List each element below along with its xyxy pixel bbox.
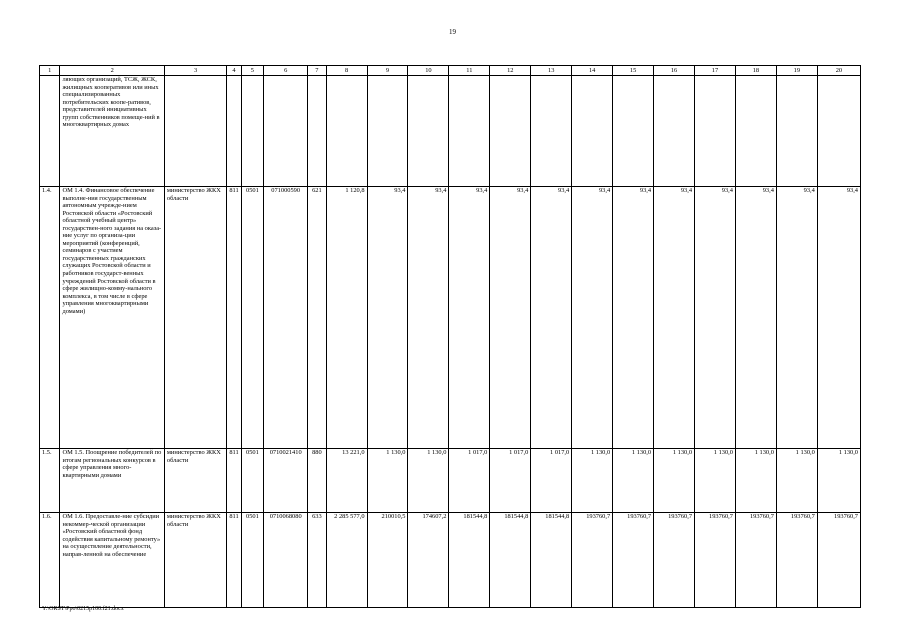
- column-number-16: 16: [654, 66, 695, 76]
- total-amount-cell: 1 120,8: [326, 187, 367, 449]
- year-amount-cell: 93,4: [490, 187, 531, 449]
- year-amount-cell: 1 017,0: [490, 449, 531, 513]
- vr-code-cell: 633: [308, 513, 326, 608]
- table-row-continuation: [40, 76, 861, 187]
- column-number-14: 14: [572, 66, 613, 76]
- measure-name-cell: ОМ 1.6. Предоставле-ние субсидии некоммер-ческой организации «Ростовский областной фонд содействия капитальному ремонту» на осуществление деятельности, направ-ленной на обеспечение: [60, 513, 164, 608]
- column-number-6: 6: [264, 66, 308, 76]
- year-amount-cell: 93,4: [817, 187, 860, 449]
- executor-cell: министерство ЖКХ области: [164, 513, 226, 608]
- year-amount-cell: 93,4: [695, 187, 736, 449]
- year-amount-cell: 93,4: [776, 187, 817, 449]
- year-amount-cell: 181544,8: [490, 513, 531, 608]
- year-amount-cell: 1 130,0: [408, 449, 449, 513]
- column-number-7: 7: [308, 66, 326, 76]
- year-amount-cell: 1 130,0: [695, 449, 736, 513]
- column-number-10: 10: [408, 66, 449, 76]
- year-amount-cell: 193760,7: [654, 513, 695, 608]
- year-amount-cell: 93,4: [613, 187, 654, 449]
- year-amount-cell: 193760,7: [817, 513, 860, 608]
- column-number-2: 2: [60, 66, 164, 76]
- year-amount-cell: 1 017,0: [531, 449, 572, 513]
- year-amount-cell: 93,4: [531, 187, 572, 449]
- measure-name-cell: ляющих организаций, ТСЖ, ЖСК, жилищных кооперативов или иных специализированных потребительских коопе-ративов, представителей инициативных групп собственников помеще-ний в многоквартирных домах: [60, 76, 164, 187]
- budget-table: [39, 65, 861, 608]
- executor-cell: министерство ЖКХ области: [164, 449, 226, 513]
- year-amount-cell: 193760,7: [776, 513, 817, 608]
- rzpr-code-cell: 0501: [241, 513, 264, 608]
- column-number-18: 18: [735, 66, 776, 76]
- column-number-12: 12: [490, 66, 531, 76]
- column-number-19: 19: [776, 66, 817, 76]
- year-amount-cell: 1 130,0: [613, 449, 654, 513]
- year-amount-cell: 1 130,0: [572, 449, 613, 513]
- row-number-cell: 1.4.: [40, 187, 60, 449]
- row-number-cell: 1.6.: [40, 513, 60, 608]
- year-amount-cell: 1 017,0: [449, 449, 490, 513]
- table-row: [40, 449, 861, 513]
- column-number-17: 17: [695, 66, 736, 76]
- grbs-code-cell: 811: [227, 187, 241, 449]
- year-amount-cell: 181544,8: [531, 513, 572, 608]
- column-number-9: 9: [367, 66, 408, 76]
- year-amount-cell: 93,4: [654, 187, 695, 449]
- grbs-code-cell: 811: [227, 449, 241, 513]
- column-number-3: 3: [164, 66, 226, 76]
- year-amount-cell: 1 130,0: [367, 449, 408, 513]
- year-amount-cell: 193760,7: [613, 513, 654, 608]
- rzpr-code-cell: 0501: [241, 187, 264, 449]
- year-amount-cell: 93,4: [408, 187, 449, 449]
- table-row: [40, 187, 861, 449]
- column-number-13: 13: [531, 66, 572, 76]
- measure-name-cell: ОМ 1.4. Финансовое обеспечение выполне-ния государственным автономным учрежде-нием Ростовской области «Ростовский областной учебный центр» государствен-ного задания на оказа-ние услуг по организа-ции мероприятий (конференций, семинаров с участием государственных гражданских служащих Ростовской области и работников государст-венных учреждений Ростовской области в сфере жилищно-комму-нального комплекса, в том числе в сфере управления многоквартирными домами): [60, 187, 164, 449]
- row-number-cell: 1.5.: [40, 449, 60, 513]
- year-amount-cell: 181544,8: [449, 513, 490, 608]
- year-amount-cell: 210010,5: [367, 513, 408, 608]
- year-amount-cell: 1 130,0: [654, 449, 695, 513]
- column-number-1: 1: [40, 66, 60, 76]
- column-number-5: 5: [241, 66, 264, 76]
- year-amount-cell: 193760,7: [735, 513, 776, 608]
- column-number-8: 8: [326, 66, 367, 76]
- csr-code-cell: 0710068080: [264, 513, 308, 608]
- total-amount-cell: 13 221,0: [326, 449, 367, 513]
- vr-code-cell: 880: [308, 449, 326, 513]
- column-number-15: 15: [613, 66, 654, 76]
- year-amount-cell: 193760,7: [572, 513, 613, 608]
- year-amount-cell: 174607,2: [408, 513, 449, 608]
- column-number-4: 4: [227, 66, 241, 76]
- grbs-code-cell: 811: [227, 513, 241, 608]
- csr-code-cell: 0710021410: [264, 449, 308, 513]
- page-number: 19: [449, 28, 456, 36]
- year-amount-cell: 1 130,0: [776, 449, 817, 513]
- row-number-cell: [40, 76, 60, 187]
- measure-name-cell: ОМ 1.5. Поощрение победителей по итогам региональных конкурсов в сфере управления много-квартирными домами: [60, 449, 164, 513]
- year-amount-cell: 1 130,0: [735, 449, 776, 513]
- year-amount-cell: 93,4: [735, 187, 776, 449]
- column-number-20: 20: [817, 66, 860, 76]
- column-number-row: [40, 66, 861, 76]
- year-amount-cell: 93,4: [367, 187, 408, 449]
- executor-cell: министерство ЖКХ области: [164, 187, 226, 449]
- total-amount-cell: 2 285 577,0: [326, 513, 367, 608]
- year-amount-cell: 93,4: [572, 187, 613, 449]
- footer-file-path: Y:\ORST\Ppo\0215p100.f21.docx: [42, 606, 124, 612]
- year-amount-cell: 93,4: [449, 187, 490, 449]
- vr-code-cell: 621: [308, 187, 326, 449]
- column-number-11: 11: [449, 66, 490, 76]
- table-row: [40, 513, 861, 608]
- year-amount-cell: 1 130,0: [817, 449, 860, 513]
- csr-code-cell: 071000590: [264, 187, 308, 449]
- rzpr-code-cell: 0501: [241, 449, 264, 513]
- year-amount-cell: 193760,7: [695, 513, 736, 608]
